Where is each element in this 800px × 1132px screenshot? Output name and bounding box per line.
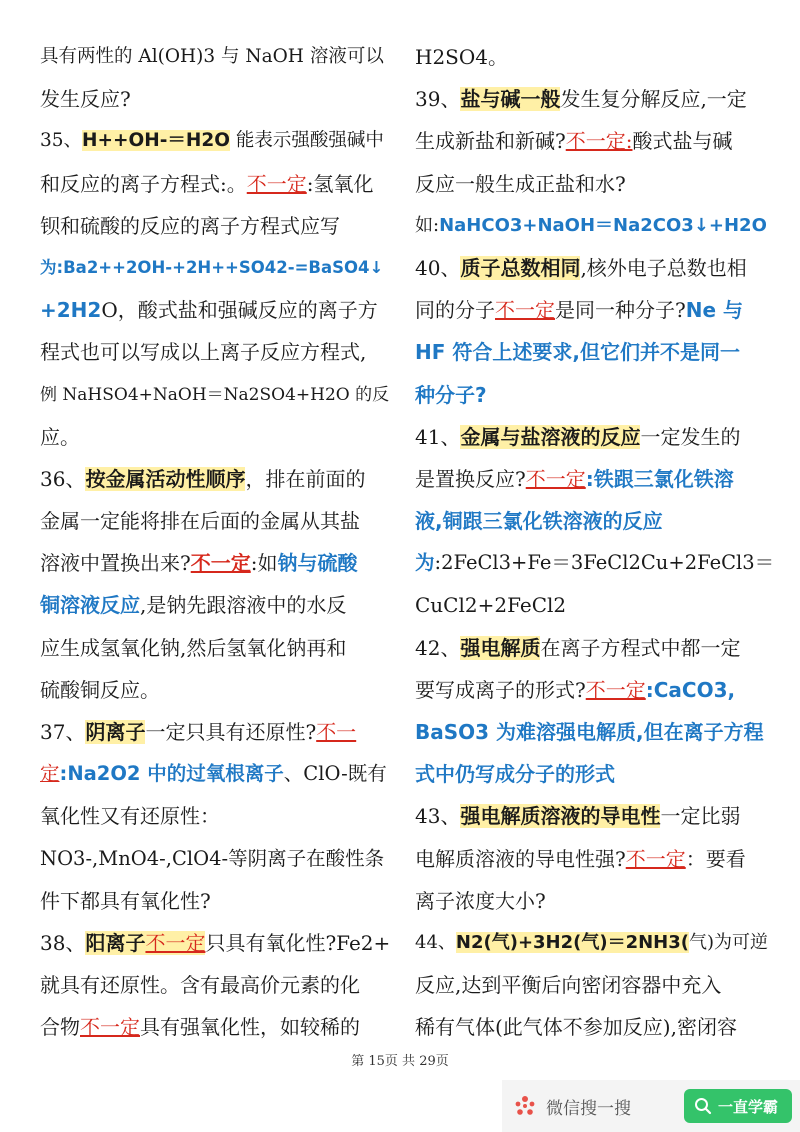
text-segment: 36、 [40, 466, 86, 491]
text-segment: 具有两性的 Al(OH)3 与 NaOH 溶液可以 [40, 46, 384, 67]
text-segment: 要写成离子的形式? [415, 677, 586, 702]
text-line [40, 331, 390, 373]
text-line [40, 880, 390, 922]
text-segment: 发生反应? [40, 87, 131, 112]
text-line [40, 542, 390, 584]
text-segment: 43、 [415, 804, 461, 829]
text-segment: 金属与盐溶液的反应 [460, 424, 641, 449]
text-segment: 阴离子 [85, 720, 146, 744]
text-line [415, 838, 775, 880]
text-segment: 具有强氧化性，如较稀的 [140, 1015, 360, 1040]
text-line [40, 922, 390, 964]
page-number: 第 15页 共 29页 [351, 1054, 449, 1069]
text-segment: H2SO4。 [415, 45, 508, 69]
text-segment: 离子浓度大小? [415, 888, 546, 913]
text-line [40, 627, 390, 669]
text-segment: 质子总数相同 [460, 255, 581, 280]
text-line [40, 838, 390, 880]
text-line [415, 331, 775, 373]
text-line [40, 289, 390, 331]
text-line [415, 584, 775, 626]
text-segment: 不一定 [585, 677, 646, 702]
text-segment: 发生复分解反应,一定 [560, 87, 747, 112]
text-line [415, 247, 775, 289]
text-segment: 溶液中置换出来? [40, 551, 191, 576]
text-line [415, 880, 775, 922]
text-segment: 盐与碱一般 [460, 87, 561, 112]
text-line [40, 795, 390, 837]
text-line [40, 711, 390, 753]
text-segment: 44、 [415, 931, 456, 953]
text-line [415, 36, 775, 78]
text-segment: ,是钠先跟溶液中的水反 [140, 593, 347, 618]
text-line [40, 205, 390, 247]
text-segment: ：要看 [685, 846, 746, 871]
text-segment: 不一定: [565, 129, 633, 154]
text-line [415, 163, 775, 205]
text-segment: 一定发生的 [640, 424, 741, 449]
text-segment: :如 [250, 551, 278, 576]
text-segment: 钠与硫酸 [277, 551, 358, 576]
text-segment: 、ClO-既有 [283, 762, 387, 786]
text-segment: 液,铜跟三氯化铁溶液的反应 [415, 509, 663, 534]
text-line [415, 922, 775, 964]
text-line [415, 416, 775, 458]
text-segment: +2H2 [40, 298, 102, 323]
text-line [415, 205, 775, 247]
text-segment: 不一定 [525, 466, 586, 491]
text-segment: Ba2++2OH-+2H++SO42-=BaSO4↓ [63, 257, 384, 277]
text-segment: 铜溶液反应 [40, 593, 140, 618]
text-segment: 钡和硫酸的反应的离子方程式应写 [40, 213, 340, 238]
text-segment: 不一定 [246, 171, 307, 196]
text-segment: N2(气)+3H2(气)＝2NH3( [455, 931, 690, 953]
text-segment: 一定比弱 [660, 804, 741, 829]
text-segment: O，酸式盐和强碱反应的离子方 [101, 298, 378, 323]
text-segment: 式中仍写成分子的形式 [415, 762, 615, 787]
text-segment: :Na2O2 中的过氧根离子 [59, 762, 284, 786]
text-segment: 反应一般生成正盐和水? [415, 171, 626, 196]
text-segment: 应。 [40, 424, 80, 449]
text-segment: ,核外电子总数也相 [580, 255, 747, 280]
text-line [415, 458, 775, 500]
text-segment: 40、 [415, 255, 461, 280]
text-segment: 定 [40, 762, 60, 786]
text-segment: 不一定 [495, 298, 555, 323]
text-line [415, 753, 775, 795]
text-line [40, 78, 390, 120]
text-line [40, 964, 390, 1006]
text-segment: 在离子方程式中都一定 [540, 635, 741, 660]
text-segment: 应生成氢氧化钠,然后氢氧化钠再和 [40, 635, 347, 660]
text-segment: 只具有氧化性?Fe2+ [205, 930, 391, 955]
text-segment: 合物 [40, 1015, 80, 1040]
text-segment: 件下都具有氧化性? [40, 888, 211, 913]
text-segment: 38、 [40, 930, 86, 955]
text-line [40, 416, 390, 458]
search-icon [694, 1097, 712, 1115]
text-segment: 酸式盐与碱 [632, 129, 733, 154]
text-segment: 金属一定能将排在后面的金属从其盐 [40, 509, 360, 534]
text-line [40, 163, 390, 205]
text-line [40, 120, 390, 162]
text-line [415, 289, 775, 331]
search-button[interactable] [684, 1089, 792, 1123]
text-line [415, 120, 775, 162]
text-segment: 如: [415, 214, 440, 236]
text-segment: 35、 [40, 130, 83, 152]
text-segment: 为 [415, 551, 435, 575]
text-segment: 不一定 [625, 846, 686, 871]
text-line [40, 669, 390, 711]
text-line [415, 795, 775, 837]
text-segment: :CaCO3, [645, 677, 736, 702]
text-segment: 42、 [415, 635, 461, 660]
text-line [415, 542, 775, 584]
text-line [415, 627, 775, 669]
wechat-search-watermark[interactable] [502, 1080, 800, 1132]
text-line [415, 964, 775, 1006]
text-segment: 是同一种分子? [555, 298, 686, 323]
text-line [415, 374, 775, 416]
text-segment: 不一 [316, 720, 357, 744]
text-line [415, 711, 775, 753]
text-segment: H++OH-＝H2O [82, 130, 231, 152]
text-line [40, 374, 390, 416]
wechat-search-logo-icon [512, 1093, 538, 1119]
text-segment: 41、 [415, 424, 461, 449]
text-segment: 强电解质 [460, 635, 541, 660]
text-line [415, 1006, 775, 1048]
text-segment: 37、 [40, 720, 86, 744]
text-segment: 为: [40, 257, 64, 277]
text-segment: 同的分子 [415, 298, 495, 323]
text-line [40, 500, 390, 542]
text-segment: BaSO3 为难溶强电解质,但在离子方程 [415, 720, 764, 744]
text-segment: 电解质溶液的导电性强? [415, 846, 626, 871]
text-line [40, 458, 390, 500]
right-column [415, 36, 775, 1049]
text-segment: Ne 与 [685, 298, 743, 323]
text-segment: 和反应的离子方程式:。 [40, 171, 247, 196]
text-segment: NaHCO3+NaOH＝Na2CO3↓+H2O [439, 214, 767, 236]
text-segment: 氧化性又有还原性： [40, 804, 220, 829]
text-line [40, 247, 390, 289]
text-segment: ，排在前面的 [245, 466, 366, 491]
text-segment: HF 符合上述要求,但它们并不是同一 [415, 340, 740, 365]
text-line [40, 753, 390, 795]
text-segment: 按金属活动性顺序 [85, 466, 246, 491]
text-segment: 强电解质溶液的导电性 [460, 804, 661, 829]
text-segment: 程式也可以写成以上离子反应方程式, [40, 340, 367, 365]
text-segment: 不一定 [190, 551, 251, 576]
text-line [415, 500, 775, 542]
text-segment: NO3-,MnO4-,ClO4-等阴离子在酸性条 [40, 846, 385, 870]
text-segment: 气)为可逆 [689, 931, 769, 953]
watermark-text: 微信搜一搜 [546, 1098, 631, 1119]
text-line [40, 36, 390, 78]
left-column [40, 36, 390, 1049]
text-segment: :2FeCl3+Fe＝3FeCl2Cu+2FeCl3＝ [434, 551, 775, 575]
text-segment: 稀有气体(此气体不参加反应),密闭容 [415, 1015, 737, 1040]
text-segment: 不一定 [80, 1015, 140, 1040]
text-segment: 能表示强酸强碱中 [230, 130, 384, 152]
text-line [40, 1006, 390, 1048]
text-segment: 反应,达到平衡后向密闭容器中充入 [415, 973, 722, 998]
text-line [40, 584, 390, 626]
text-segment: 种分子? [415, 382, 487, 407]
text-segment: 不一定 [145, 930, 206, 955]
text-segment: 39、 [415, 87, 461, 112]
text-segment: :铁跟三氯化铁溶 [585, 466, 734, 491]
search-button-label: 一直学霸 [717, 1097, 778, 1116]
text-segment: :氢氧化 [306, 171, 374, 196]
text-segment: 生成新盐和新碱? [415, 129, 566, 154]
text-segment: 是置换反应? [415, 466, 526, 491]
text-line [415, 669, 775, 711]
text-segment: CuCl2+2FeCl2 [415, 593, 567, 618]
text-segment: 硫酸铜反应。 [40, 677, 160, 702]
text-segment: 就具有还原性。含有最高价元素的化 [40, 973, 360, 998]
text-segment: 阳离子 [85, 930, 146, 955]
text-segment: 例 NaHSO4+NaOH＝Na2SO4+H2O 的反 [40, 384, 390, 405]
text-line [415, 78, 775, 120]
text-segment: 一定只具有还原性? [145, 720, 317, 744]
